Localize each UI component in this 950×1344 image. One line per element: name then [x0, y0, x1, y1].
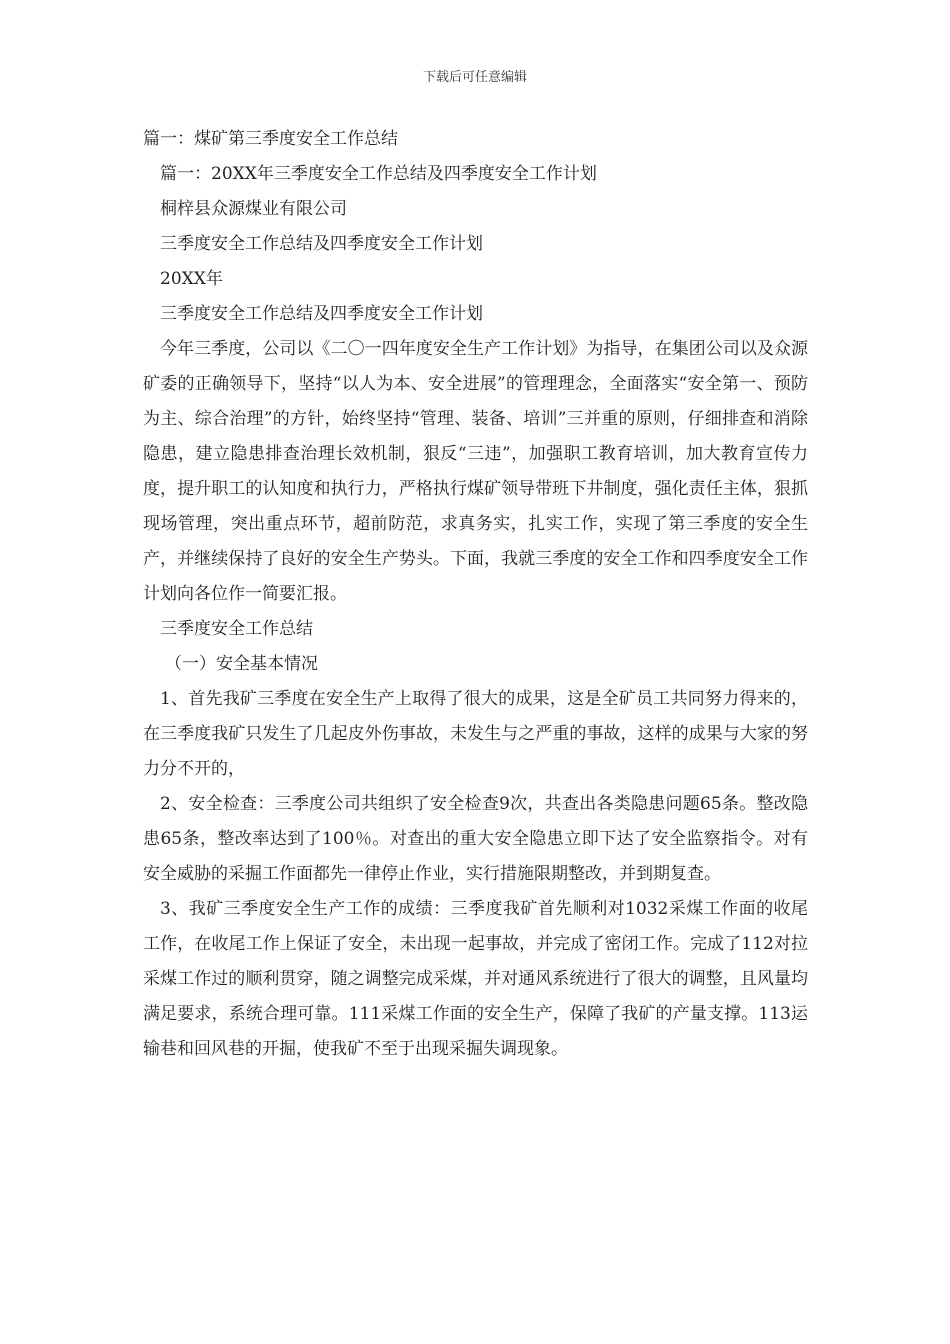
company-name: 桐梓县众源煤业有限公司: [160, 199, 347, 219]
sub-title: 篇一：20XX年三季度安全工作总结及四季度安全工作计划: [160, 164, 597, 184]
main-title: 篇一：煤矿第三季度安全工作总结: [143, 129, 398, 149]
section-heading: 三季度安全工作总结: [160, 619, 313, 639]
intro-paragraph: 今年三季度，公司以《二〇一四年度安全生产工作计划》为指导，在集团公司以及众源矿委的正确领导下，坚持“以人为本、安全进展”的管理理念，全面落实“安全第一、预防为主、综合治理”的方针，始终坚持“管理、装备、培训”三并重的原则，仔细排查和消除隐患，建立隐患排查治理长效机制，狠反“三违”，加强职工教育培训，加大教育宣传力度，提升职工的认知度和执行力，严格执行煤矿领导带班下井制度，强化责任主体，狠抓现场管理，突出重点环节，超前防范，求真务实，扎实工作，实现了第三季度的安全生产，并继续保持了良好的安全生产势头。下面，我就三季度的安全工作和四季度安全工作计划向各位作一简要汇报。: [143, 339, 808, 604]
page-header: 下载后可任意编辑: [422, 70, 527, 85]
report-title-2: 三季度安全工作总结及四季度安全工作计划: [160, 304, 483, 324]
subsection-heading: （一）安全基本情况: [165, 654, 318, 674]
document-body: [143, 122, 808, 1067]
list-item-3: 3、我矿三季度安全生产工作的成绩：三季度我矿首先顺利对1032采煤工作面的收尾工作，在收尾工作上保证了安全，未出现一起事故，并完成了密闭工作。完成了112对拉采煤工作过的顺利贯穿，随之调整完成采煤，并对通风系统进行了很大的调整，且风量均满足要求，系统合理可靠。111采煤工作面的安全生产，保障了我矿的产量支撑。113运输巷和回风巷的开掘，使我矿不至于出现采掘失调现象。: [143, 899, 808, 1059]
report-title-1: 三季度安全工作总结及四季度安全工作计划: [160, 234, 483, 254]
list-item-1: 1、首先我矿三季度在安全生产上取得了很大的成果，这是全矿员工共同努力得来的，在三季度我矿只发生了几起皮外伤事故，未发生与之严重的事故，这样的成果与大家的努力分不开的，: [143, 689, 808, 779]
report-year: 20XX年: [160, 269, 223, 289]
list-item-2: 2、安全检查：三季度公司共组织了安全检查9次，共查出各类隐患问题65条。整改隐患65条，整改率达到了100％。对查出的重大安全隐患立即下达了安全监察指令。对有安全威胁的采掘工作面都先一律停止作业，实行措施限期整改，并到期复查。: [143, 794, 808, 884]
